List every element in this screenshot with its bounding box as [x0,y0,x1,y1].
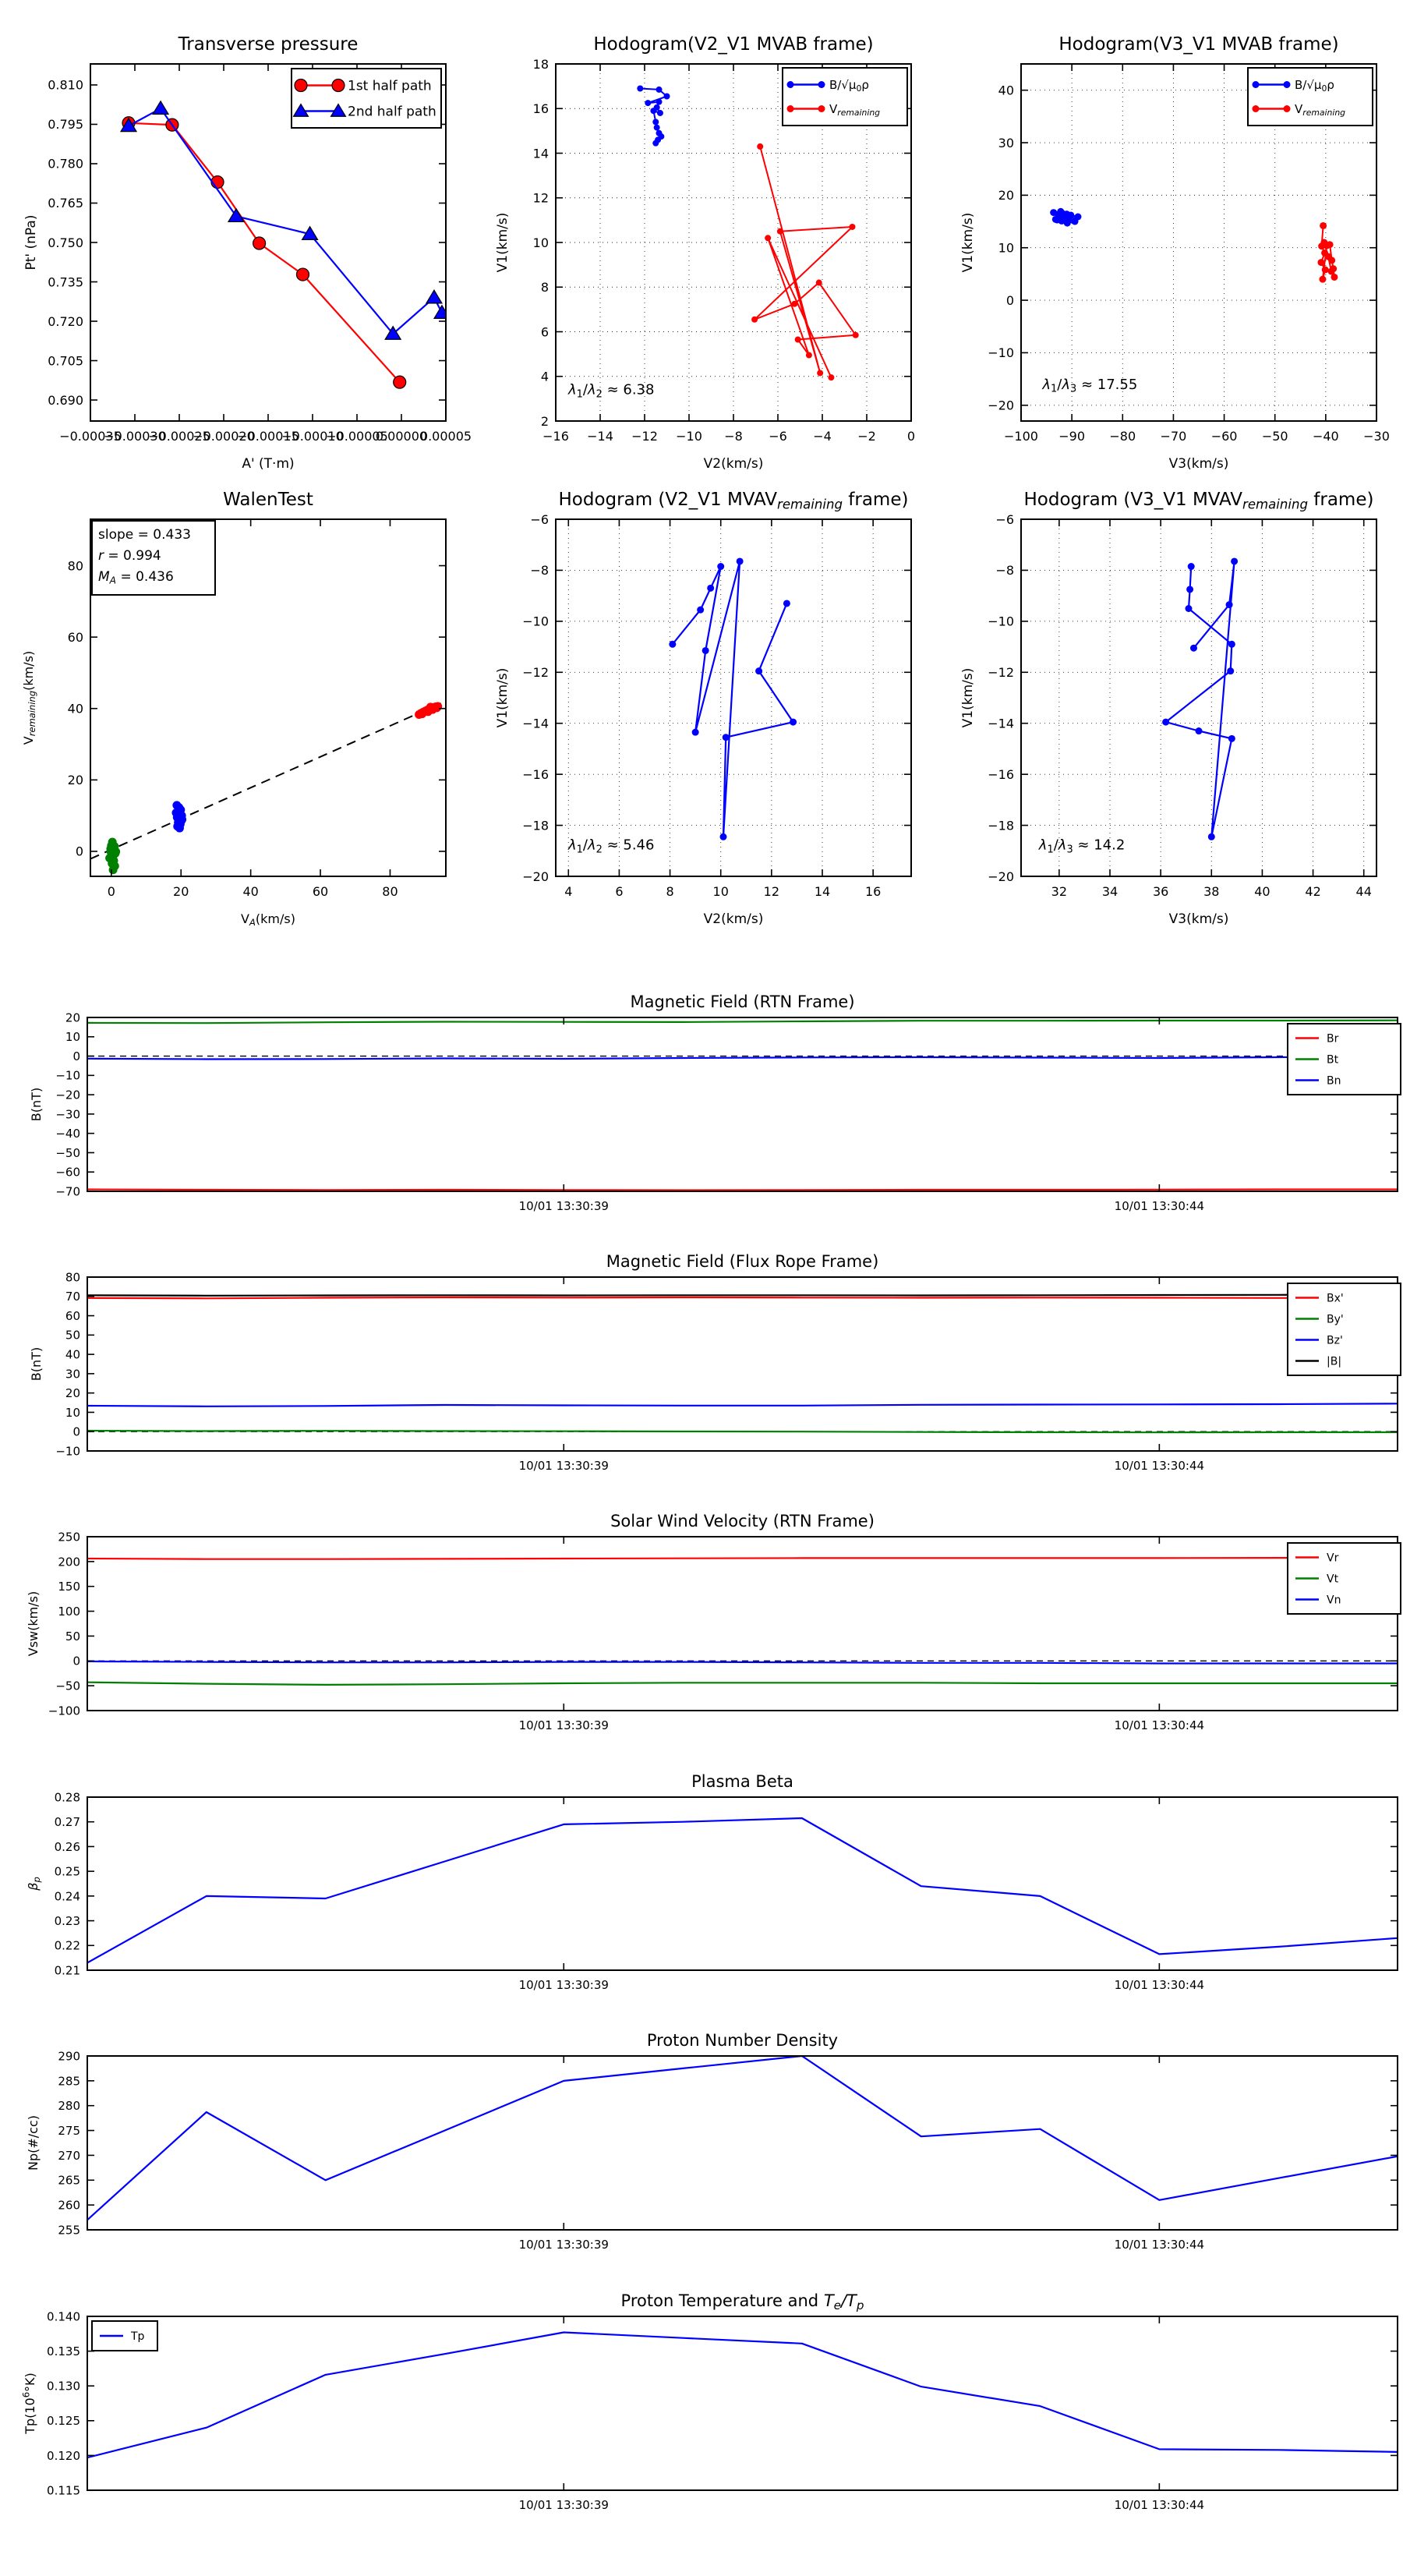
svg-text:275: 275 [58,2123,80,2138]
svg-text:10: 10 [712,884,729,899]
svg-text:−70: −70 [55,1184,80,1199]
svg-text:0.27: 0.27 [54,1815,80,1830]
svg-text:−16: −16 [522,766,549,782]
svg-text:WalenTest: WalenTest [223,490,313,510]
svg-text:Solar Wind Velocity (RTN Frame: Solar Wind Velocity (RTN Frame) [610,1512,875,1530]
svg-text:−70: −70 [1160,429,1187,444]
svg-text:−50: −50 [55,1679,80,1693]
svg-text:14: 14 [532,146,549,161]
svg-text:−10: −10 [522,614,549,629]
svg-text:20: 20 [65,1010,80,1025]
svg-text:−0.00005: −0.00005 [326,429,388,444]
svg-text:Hodogram(V2_V1 MVAB frame): Hodogram(V2_V1 MVAB frame) [593,34,874,55]
svg-text:V1(km/s): V1(km/s) [495,212,511,273]
svg-text:−8: −8 [530,563,549,579]
svg-text:265: 265 [58,2173,80,2188]
svg-text:V1(km/s): V1(km/s) [960,667,976,728]
svg-text:−12: −12 [988,665,1014,681]
svg-text:0.135: 0.135 [47,2344,80,2358]
svg-text:Proton Temperature and Te/Tp: Proton Temperature and $T_e/T_p$ [620,2291,864,2313]
svg-text:30: 30 [65,1367,80,1382]
svg-text:−80: −80 [1109,429,1136,444]
svg-text:r = 0.994: r = 0.994 [98,548,161,564]
svg-text:Vr: Vr [1327,1552,1339,1565]
legend-hodogram-v2v1-mvab [783,68,907,126]
svg-text:20: 20 [65,1386,80,1401]
svg-text:0.28: 0.28 [54,1790,80,1805]
svg-text:280: 280 [58,2099,80,2114]
svg-text:38: 38 [1203,884,1220,899]
svg-text:λ1/λ2 ≈ 6.38: $\lambda_1/\lambda_2 \approx 6.38$ [567,381,655,401]
svg-text:0: 0 [72,1049,80,1063]
svg-text:1st half path: 1st half path [348,78,432,94]
svg-text:Magnetic Field (RTN Frame): Magnetic Field (RTN Frame) [630,993,855,1011]
legend-velocity-rtn [1288,1543,1401,1614]
svg-text:−10: −10 [55,1444,80,1459]
svg-text:10/01 13:30:39: 10/01 13:30:39 [518,1199,609,1213]
svg-text:Transverse pressure: Transverse pressure [178,34,359,55]
svg-text:250: 250 [58,1530,80,1545]
svg-text:10/01 13:30:44: 10/01 13:30:44 [1114,1978,1205,1992]
svg-text:B(nT): B(nT) [29,1346,44,1382]
svg-text:4: 4 [540,369,549,384]
svg-text:80: 80 [65,1270,80,1285]
svg-text:6: 6 [615,884,624,899]
svg-text:40: 40 [65,1347,80,1362]
svg-text:2nd half path: 2nd half path [348,104,436,120]
svg-text:8: 8 [666,884,674,899]
svg-text:−12: −12 [522,665,549,681]
svg-text:Tp(106°K): $Tp(10^6^\circ K)$ [20,2373,37,2434]
svg-text:V1(km/s): V1(km/s) [495,667,511,728]
svg-text:Hodogram (V2_V1 MVAVremaining: Hodogram (V2_V1 $MVAV_{remaining}$ frame) [558,490,909,512]
svg-text:Bn: Bn [1327,1074,1341,1088]
svg-text:0.115: 0.115 [47,2483,80,2498]
svg-text:16: 16 [864,884,882,899]
svg-text:14: 14 [814,884,831,899]
svg-text:−6: −6 [995,511,1014,527]
svg-text:Plasma Beta: Plasma Beta [691,1772,793,1791]
svg-text:−30: −30 [1363,429,1390,444]
svg-text:V2(km/s): V2(km/s) [703,456,764,472]
svg-text:|B|: |B| [1327,1355,1342,1368]
svg-text:10/01 13:30:39: 10/01 13:30:39 [518,1459,609,1473]
svg-text:B/√μ0ρ: $B/√\mu_0\rho$ [829,77,869,94]
svg-text:8: 8 [540,280,549,295]
svg-text:A' (T·m): A' (T·m) [242,456,295,472]
svg-text:By': By' [1327,1313,1344,1326]
svg-text:Hodogram (V3_V1 MVAVremaining: Hodogram (V3_V1 $MVAV_{remaining}$ frame) [1023,490,1374,512]
svg-text:Hodogram(V3_V1 MVAB frame): Hodogram(V3_V1 MVAB frame) [1058,34,1339,55]
svg-text:0: 0 [72,1654,80,1668]
svg-text:42: 42 [1305,884,1321,899]
svg-text:0: 0 [906,429,916,444]
svg-text:0.125: 0.125 [47,2414,80,2429]
svg-text:10: 10 [65,1030,80,1045]
svg-text:λ1/λ3 ≈ 17.55: $\lambda_1/\lambda_3 \approx 17.55$ [1042,376,1138,395]
svg-text:40: 40 [67,701,83,717]
svg-text:−50: −50 [1261,429,1288,444]
svg-text:−100: −100 [1004,429,1038,444]
svg-text:−20: −20 [988,398,1014,413]
svg-text:−40: −40 [1312,429,1339,444]
svg-text:12: 12 [532,190,549,206]
svg-text:−2: −2 [857,429,876,444]
svg-text:70: 70 [65,1290,80,1304]
stats-box-walen-test [92,521,215,595]
svg-text:−6: −6 [769,429,787,444]
svg-text:−0.00025: −0.00025 [148,429,210,444]
svg-text:36: 36 [1152,884,1169,899]
svg-text:−12: −12 [631,429,658,444]
svg-text:λ1/λ3 ≈ 14.2: $\lambda_1/\lambda_3 \approx 14.2$ [1038,837,1126,856]
svg-text:10: 10 [532,235,549,250]
svg-text:20: 20 [173,884,189,899]
svg-text:−0.00030: −0.00030 [104,429,166,444]
svg-text:Bx': Bx' [1327,1292,1344,1305]
svg-text:−20: −20 [522,869,549,884]
svg-text:−14: −14 [988,716,1014,731]
svg-text:10: 10 [998,240,1014,256]
svg-text:0.25: 0.25 [54,1864,80,1879]
svg-text:Tp: Tp [131,2330,145,2344]
svg-text:0.690: 0.690 [48,392,83,408]
legend-mag-flux-rope [1288,1283,1401,1375]
svg-text:60: 60 [312,884,329,899]
svg-text:−10: −10 [988,614,1014,629]
svg-text:16: 16 [532,101,549,117]
svg-text:10/01 13:30:44: 10/01 13:30:44 [1114,2498,1205,2512]
svg-text:32: 32 [1051,884,1068,899]
svg-text:0.705: 0.705 [48,353,83,369]
svg-text:0.120: 0.120 [47,2448,80,2463]
svg-text:Bt: Bt [1327,1053,1339,1067]
svg-text:10/01 13:30:39: 10/01 13:30:39 [518,2238,609,2252]
svg-text:Np(#/cc): Np(#/cc) [26,2115,41,2171]
svg-text:255: 255 [58,2223,80,2238]
svg-text:0.140: 0.140 [47,2309,80,2324]
svg-text:100: 100 [58,1604,80,1619]
svg-text:0: 0 [107,884,115,899]
svg-text:18: 18 [532,56,549,72]
svg-text:−0.00010: −0.00010 [281,429,344,444]
svg-text:−18: −18 [988,818,1014,833]
svg-text:0.00000: 0.00000 [375,429,428,444]
svg-text:44: 44 [1355,884,1372,899]
legend-proton-temperature [92,2321,157,2351]
svg-text:−8: −8 [995,563,1014,579]
svg-text:10/01 13:30:44: 10/01 13:30:44 [1114,1199,1205,1213]
svg-text:10/01 13:30:39: 10/01 13:30:39 [518,1718,609,1732]
svg-text:20: 20 [67,773,83,788]
svg-text:Vremaining: $V_{remaining}$ [829,101,881,118]
svg-text:Proton Number Density: Proton Number Density [646,2031,839,2050]
svg-text:50: 50 [65,1328,80,1343]
svg-text:slope = 0.433: slope = 0.433 [98,527,191,543]
svg-text:10/01 13:30:39: 10/01 13:30:39 [518,1978,609,1992]
svg-text:−14: −14 [522,716,549,731]
svg-text:−18: −18 [522,818,549,833]
svg-text:−4: −4 [813,429,832,444]
svg-text:−60: −60 [1210,429,1238,444]
svg-text:80: 80 [382,884,398,899]
svg-text:−10: −10 [55,1068,80,1083]
svg-text:150: 150 [58,1580,80,1594]
svg-text:Vremaining(km/s): $V_{remaining}(km/s)$ [21,650,38,745]
svg-text:290: 290 [58,2049,80,2064]
legend-transverse-pressure [292,69,441,128]
svg-text:260: 260 [58,2198,80,2213]
svg-text:10/01 13:30:44: 10/01 13:30:44 [1114,1718,1205,1732]
svg-text:−90: −90 [1058,429,1086,444]
svg-text:0.21: 0.21 [54,1963,80,1978]
svg-text:−50: −50 [55,1145,80,1160]
svg-text:−30: −30 [55,1107,80,1122]
svg-text:0.780: 0.780 [48,156,83,172]
svg-text:−14: −14 [587,429,613,444]
svg-text:λ1/λ2 ≈ 5.46: $\lambda_1/\lambda_2 \approx 5.46$ [567,837,655,856]
svg-text:−16: −16 [988,766,1014,782]
svg-text:60: 60 [67,629,83,645]
svg-text:Vt: Vt [1327,1573,1339,1586]
svg-text:0.00005: 0.00005 [419,429,472,444]
svg-text:Bz': Bz' [1327,1334,1343,1347]
svg-text:βp: $\beta_p$ [26,1877,43,1891]
svg-text:−20: −20 [988,869,1014,884]
svg-text:V1(km/s): V1(km/s) [960,212,976,273]
svg-text:−20: −20 [55,1088,80,1102]
svg-text:−40: −40 [55,1127,80,1141]
svg-text:12: 12 [763,884,780,899]
svg-text:Vn: Vn [1327,1594,1341,1607]
svg-text:200: 200 [58,1555,80,1569]
svg-text:0.22: 0.22 [54,1938,80,1953]
svg-text:0.23: 0.23 [54,1913,80,1928]
svg-text:0: 0 [1005,292,1014,308]
svg-text:VA(km/s): $V_A(km/s)$ [241,911,295,929]
svg-text:60: 60 [65,1308,80,1323]
svg-text:34: 34 [1101,884,1119,899]
svg-text:−0.00015: −0.00015 [237,429,299,444]
svg-text:V2(km/s): V2(km/s) [703,911,764,927]
svg-text:−16: −16 [542,429,569,444]
svg-text:Pt' (nPa): Pt' (nPa) [23,214,39,271]
svg-text:MA = 0.436: $M_A = 0.436$ [98,569,174,586]
svg-text:−6: −6 [530,511,549,527]
svg-text:0.24: 0.24 [54,1889,80,1904]
svg-text:−10: −10 [988,345,1014,361]
svg-text:285: 285 [58,2074,80,2089]
svg-text:30: 30 [998,135,1014,150]
svg-text:0.720: 0.720 [48,313,83,329]
svg-text:10: 10 [65,1405,80,1420]
svg-text:−0.00035: −0.00035 [59,429,122,444]
svg-text:Vremaining: $V_{remaining}$ [1295,101,1346,118]
svg-text:0.130: 0.130 [47,2379,80,2394]
svg-text:40: 40 [1254,884,1270,899]
svg-text:40: 40 [998,83,1014,98]
svg-text:B/√μ0ρ: $B/√\mu_0\rho$ [1295,77,1334,94]
svg-text:0.810: 0.810 [48,77,83,93]
svg-text:−8: −8 [724,429,743,444]
svg-text:10/01 13:30:44: 10/01 13:30:44 [1114,2238,1205,2252]
svg-text:40: 40 [242,884,259,899]
svg-text:0: 0 [75,844,83,859]
legend-hodogram-v3v1-mvab [1248,68,1373,126]
svg-text:4: 4 [564,884,573,899]
svg-text:−0.00020: −0.00020 [193,429,255,444]
legend-mag-rtn [1288,1024,1401,1095]
svg-text:0.735: 0.735 [48,274,83,290]
svg-text:80: 80 [67,558,83,574]
svg-text:−60: −60 [55,1165,80,1180]
svg-text:V3(km/s): V3(km/s) [1168,456,1229,472]
svg-text:0.765: 0.765 [48,196,83,211]
svg-text:270: 270 [58,2148,80,2163]
svg-text:2: 2 [540,413,549,429]
svg-text:6: 6 [540,324,549,340]
svg-text:0: 0 [72,1424,80,1439]
svg-text:0.26: 0.26 [54,1839,80,1854]
svg-text:V3(km/s): V3(km/s) [1168,911,1229,927]
svg-text:10/01 13:30:39: 10/01 13:30:39 [518,2498,609,2512]
svg-text:0.795: 0.795 [48,117,83,133]
svg-text:−100: −100 [48,1704,80,1718]
svg-text:B(nT): B(nT) [29,1087,44,1122]
svg-text:0.750: 0.750 [48,235,83,250]
svg-text:Magnetic Field (Flux Rope Fram: Magnetic Field (Flux Rope Frame) [606,1252,879,1271]
svg-text:Vsw(km/s): Vsw(km/s) [26,1591,41,1657]
svg-text:50: 50 [65,1629,80,1644]
svg-text:10/01 13:30:44: 10/01 13:30:44 [1114,1459,1205,1473]
svg-text:−10: −10 [676,429,702,444]
svg-text:Br: Br [1327,1032,1339,1046]
svg-text:20: 20 [998,188,1014,203]
